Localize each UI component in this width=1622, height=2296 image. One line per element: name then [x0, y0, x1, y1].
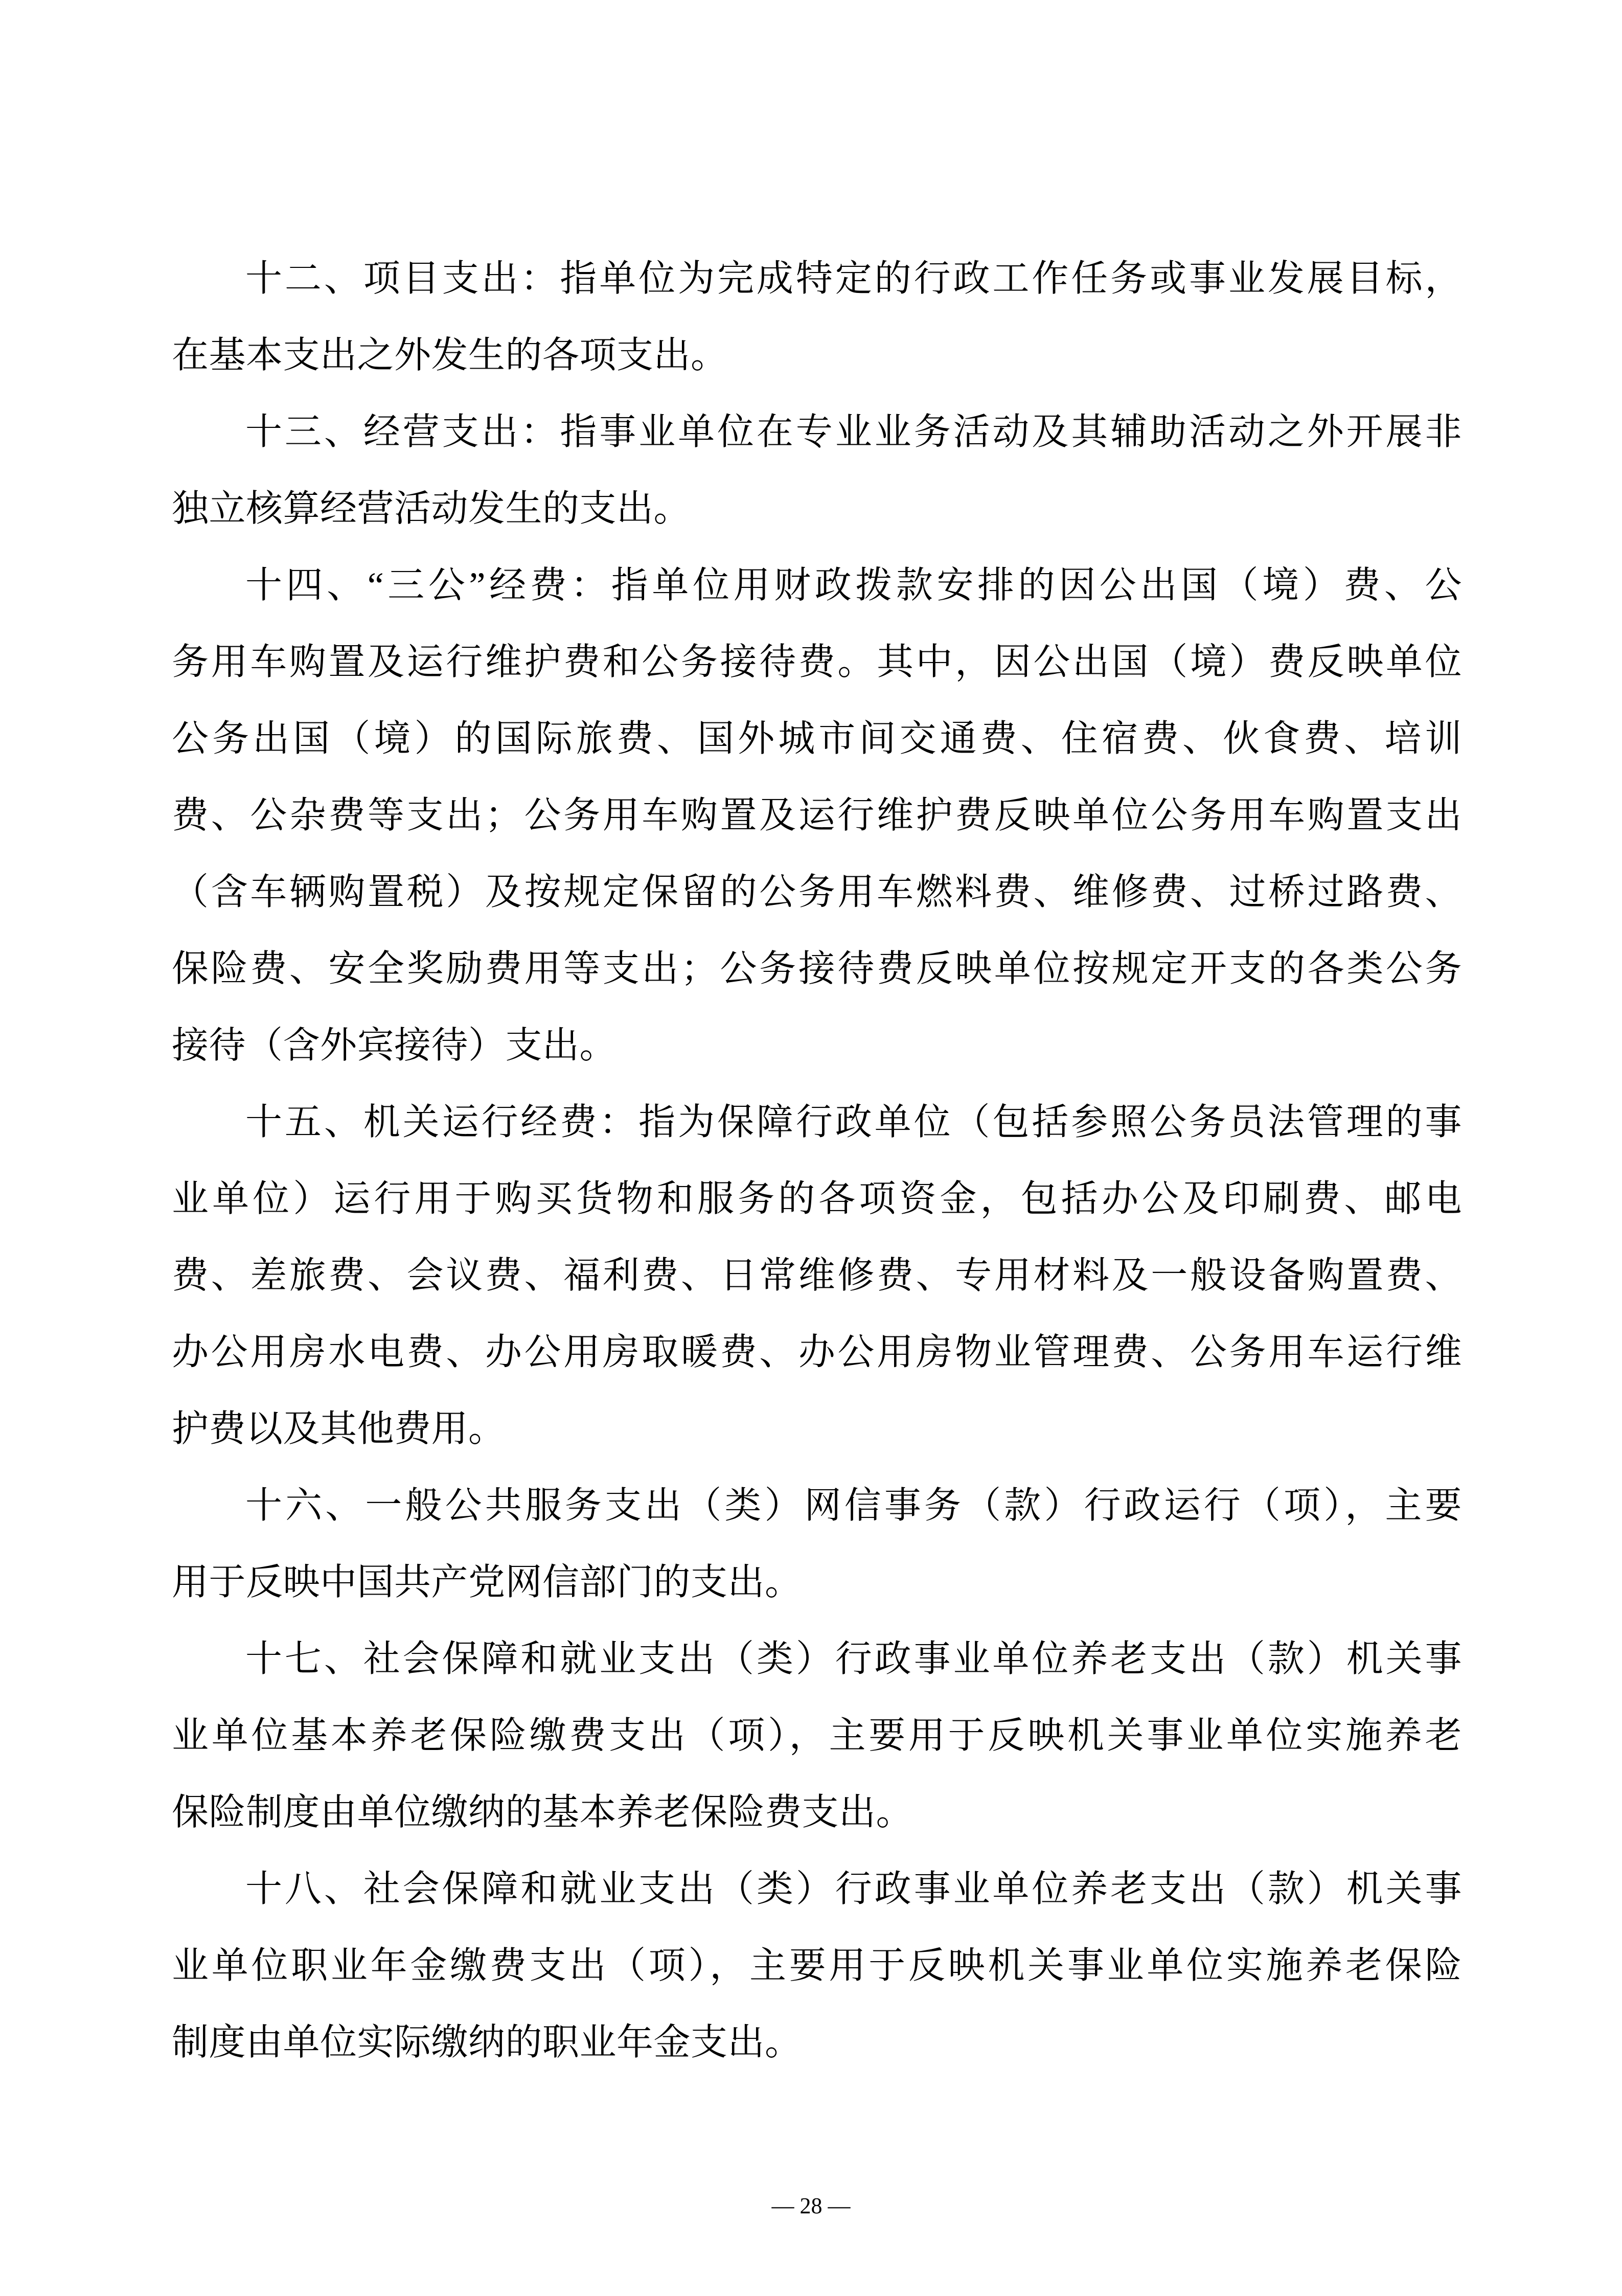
text-line: 办公用房水电费、办公用房取暖费、办公用房物业管理费、公务用车运行维: [172, 1332, 1462, 1373]
text-line: 费、公杂费等支出；公务用车购置及运行维护费反映单位公务用车购置支出: [172, 795, 1462, 836]
text-line: 用于反映中国共产党网信部门的支出。: [172, 1562, 802, 1603]
text-line: 十三、经营支出：指事业单位在专业业务活动及其辅助活动之外开展非: [245, 412, 1462, 452]
page-number: — 28 —: [771, 2193, 851, 2218]
text-line: 公务出国（境）的国际旅费、国外城市间交通费、住宿费、伙食费、培训: [172, 718, 1462, 759]
text-line: 制度由单位实际缴纳的职业年金支出。: [172, 2022, 802, 2063]
document-body: [172, 240, 1462, 2081]
text-line: 十七、社会保障和就业支出（类）行政事业单位养老支出（款）机关事: [245, 1639, 1462, 1679]
text-line: 十二、项目支出：指单位为完成特定的行政工作任务或事业发展目标，: [245, 258, 1462, 299]
text-line: 业单位职业年金缴费支出（项），主要用于反映机关事业单位实施养老保险: [172, 1945, 1462, 1986]
text-line: 独立核算经营活动发生的支出。: [172, 488, 691, 529]
text-line: 费、差旅费、会议费、福利费、日常维修费、专用材料及一般设备购置费、: [172, 1255, 1462, 1296]
text-line: 保险费、安全奖励费用等支出；公务接待费反映单位按规定开支的各类公务: [172, 948, 1462, 989]
text-line: 务用车购置及运行维护费和公务接待费。其中，因公出国（境）费反映单位: [172, 642, 1462, 683]
text-line: 接待（含外宾接待）支出。: [172, 1025, 617, 1066]
text-line: 十六、一般公共服务支出（类）网信事务（款）行政运行（项），主要: [245, 1485, 1462, 1526]
text-line: 业单位）运行用于购买货物和服务的各项资金，包括办公及印刷费、邮电: [172, 1178, 1462, 1219]
text-line: 保险制度由单位缴纳的基本养老保险费支出。: [172, 1792, 913, 1833]
text-line: 护费以及其他费用。: [172, 1408, 506, 1449]
text-line: 在基本支出之外发生的各项支出。: [172, 335, 728, 376]
text-line: 十八、社会保障和就业支出（类）行政事业单位养老支出（款）机关事: [245, 1869, 1462, 1909]
text-line: （含车辆购置税）及按规定保留的公务用车燃料费、维修费、过桥过路费、: [172, 872, 1462, 913]
text-line: 十五、机关运行经费：指为保障行政单位（包括参照公务员法管理的事: [245, 1102, 1462, 1143]
text-line: 十四、“三公”经费：指单位用财政拨款安排的因公出国（境）费、公: [245, 565, 1462, 606]
text-line: 业单位基本养老保险缴费支出（项），主要用于反映机关事业单位实施养老: [172, 1715, 1462, 1756]
